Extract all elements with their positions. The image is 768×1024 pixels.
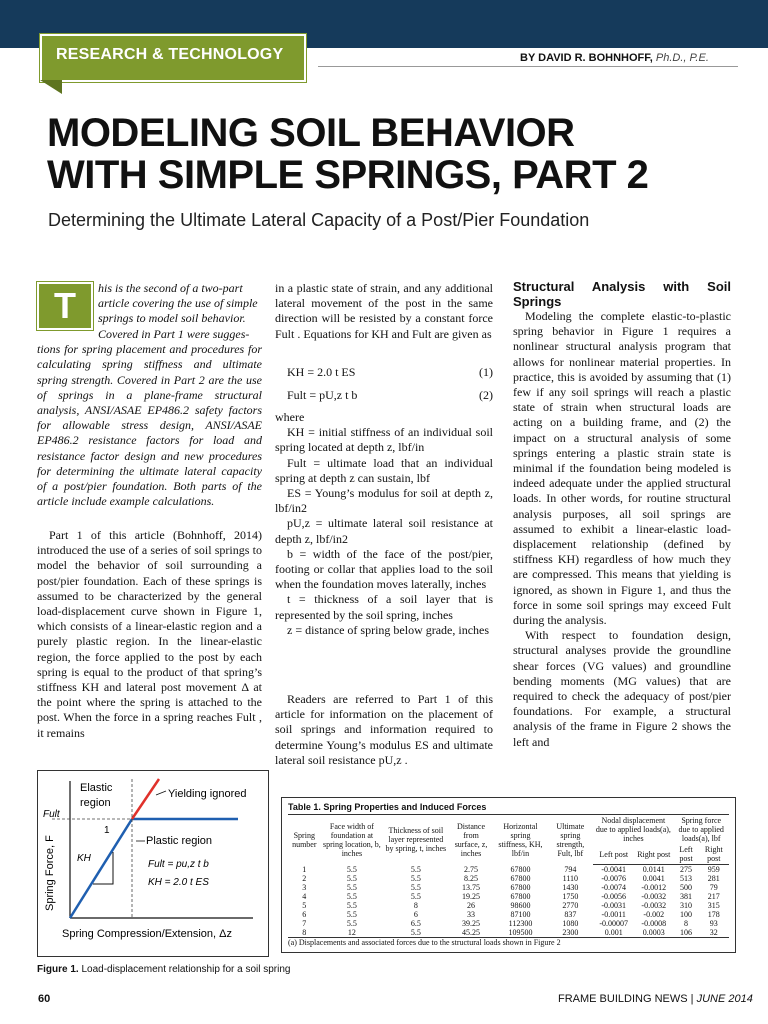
table-cell: 8.25 — [464, 874, 479, 883]
table-cell: 106 — [673, 928, 698, 938]
table-cell: 67800 — [510, 864, 531, 874]
column-header: Spring number — [288, 815, 321, 865]
table-body — [288, 865, 729, 938]
column-header: Spring force due to applied loads(a), lbf — [673, 815, 729, 845]
spring-properties-table — [288, 814, 729, 938]
load-displacement-diagram — [38, 771, 268, 956]
table-cell: 381 — [680, 892, 692, 901]
equation-fult: Fult = pu,z t b — [148, 859, 209, 870]
table-cell: 1430 — [562, 883, 579, 892]
title-line-2: WITH SIMPLE SPRINGS, PART 2 — [47, 153, 649, 197]
elastic-label-1: Elastic — [80, 782, 113, 794]
table-cell: 959 — [707, 865, 720, 874]
table-cell: 6 — [413, 910, 418, 919]
column-3 — [513, 279, 731, 750]
elastic-line — [70, 819, 132, 918]
intro-paragraph — [37, 327, 262, 509]
table-cell: 8 — [684, 919, 688, 928]
table-cell: 5.5 — [346, 901, 357, 910]
column-2 — [275, 281, 493, 342]
table-cell: 794 — [564, 864, 577, 874]
equation-1 — [287, 365, 493, 380]
table-cell: -0.00007 — [599, 919, 629, 928]
table-row — [288, 865, 729, 875]
table-row — [288, 892, 729, 901]
table-cell: 1080 — [562, 919, 579, 928]
table-cell: 178 — [707, 910, 720, 919]
table-cell: 12 — [321, 928, 384, 938]
section-tag-fold — [40, 80, 62, 94]
body-paragraph: Part 1 of this article (Bohnhoff, 2014) introduced the use of a series of soil springs to model the behavior of soil surrounding a post/pier foundation. Each of these springs is assumed to be characterized by the general load-displacement curve shown in Figure 1, which consists of a linear-elastic region and a purely plastic region. In the linear-elastic region, the force applied to the post by each spring is equal to the product of that spring’s stiffness KH and lateral post movement Δ at the point where the spring is attached to the post. When the force in a spring reaches Fult , it remains — [37, 528, 262, 740]
byline — [520, 52, 709, 64]
column-header: Thickness of soil layer represented by spring, t, inches — [383, 815, 448, 865]
figure-1 — [37, 770, 269, 957]
section-tag — [40, 34, 306, 82]
table-cell: 67800 — [510, 892, 531, 901]
table-cell: 79 — [709, 883, 718, 892]
table-cell: 87100 — [510, 910, 531, 919]
figure-caption — [37, 964, 290, 975]
table-cell: 5.5 — [346, 864, 357, 874]
kh-label: KH — [77, 853, 91, 864]
column-header: Nodal displacement due to applied loads(a), inches — [593, 815, 673, 845]
table-cell: 1110 — [562, 874, 579, 883]
table-cell: 5.5 — [410, 864, 421, 874]
drop-cap: T — [37, 282, 93, 330]
equation-text: Fult = pU,z t b — [287, 388, 358, 402]
equation-number: (1) — [479, 365, 493, 379]
article-subtitle: Determining the Ultimate Lateral Capacity of a Post/Pier Foundation — [48, 210, 590, 230]
column-header: Distance from surface, z, inches — [448, 815, 493, 865]
body-paragraph: in a plastic state of strain, and any additional lateral movement of the post in the same direction will be resisted by a constant force Fult . Equations for KH and Fult are given as — [275, 281, 493, 341]
author-credentials: Ph.D., P.E. — [655, 52, 709, 64]
column-header: Face width of foundation at spring location, b, inches — [321, 815, 384, 865]
table-cell: -0.0032 — [641, 892, 667, 901]
table-cell: 13.75 — [462, 883, 481, 892]
table-cell: 8 — [413, 901, 418, 910]
section-label: RESEARCH & TECHNOLOGY — [56, 46, 284, 63]
table-cell: 2.75 — [464, 864, 479, 874]
table-cell: 39.25 — [462, 919, 481, 928]
equation-text: KH = 2.0 t ES — [287, 365, 356, 379]
yielding-pointer — [156, 791, 166, 795]
table-cell: 837 — [564, 910, 577, 919]
definition: t = thickness of a soil layer that is represented by the soil spring, inches — [275, 592, 493, 622]
table-1 — [281, 797, 736, 953]
x-axis-label: Spring Compression/Extension, Δz — [62, 928, 232, 940]
slope-triangle — [93, 852, 113, 884]
table-cell: 1750 — [562, 892, 579, 901]
body-paragraph: Readers are referred to Part 1 of this article for information on the placement of soil springs and information required to determine Young’s modulus ES and ultimate lateral soil resistance pU,z . — [275, 692, 493, 767]
column-header: Horizontal spring stiffness, KH, lbf/in — [494, 815, 548, 865]
table-cell: -0.002 — [643, 910, 665, 919]
table-row — [288, 901, 729, 910]
table-cell: 5.5 — [410, 883, 421, 892]
definition: b = width of the face of the post/pier, footing or collar that applies load to the soil when the foundation moves laterally, inches — [275, 546, 493, 592]
table-cell: 5.5 — [346, 919, 357, 928]
table-cell: 2770 — [562, 901, 579, 910]
intro-rest: tions for spring placement and procedures for calculating spring stiffness and ultimate spring strength. Covered in Part 2 are the use of springs in a plane-frame structural analysis, ANSI/ASAE EP486.2 safety factors for allowable stress design, ANSI/ASAE EP486.2 resistance factors for load and resistance factor design and new procedures for determining the ultimate lateral capacity of a post/pier foundation. Both parts of the article include example calculations. — [37, 342, 262, 509]
article-title — [47, 112, 747, 196]
issue-date: JUNE 2014 — [696, 993, 753, 1005]
table-cell: -0.0012 — [641, 883, 667, 892]
column-subheader: Left post — [673, 844, 698, 865]
equation-2 — [287, 388, 493, 403]
table-cell: 2300 — [547, 928, 593, 938]
intro-line: article covering the use of simple — [98, 296, 258, 311]
table-cell: 5.5 — [346, 910, 357, 919]
table-cell: 5.5 — [410, 874, 421, 883]
table-cell: -0.0076 — [601, 874, 627, 883]
definition: ES = Young’s modulus for soil at depth z, lbf/in2 — [275, 486, 493, 516]
title-line-1: MODELING SOIL BEHAVIOR — [47, 111, 575, 155]
table-cell: 0.001 — [593, 928, 634, 938]
column-2-closing — [275, 692, 493, 768]
table-cell: 315 — [707, 901, 720, 910]
table-cell: 33 — [467, 910, 476, 919]
table-cell: 67800 — [510, 874, 531, 883]
footer-separator: | — [690, 993, 694, 1005]
author-name: BY DAVID R. BOHNHOFF, — [520, 52, 653, 64]
table-cell: -0.0056 — [601, 892, 627, 901]
definition: Fult = ultimate load that an individual spring at depth z can sustain, lbf — [275, 455, 493, 485]
plastic-label: Plastic region — [146, 835, 213, 847]
table-cell: 8 — [288, 928, 321, 938]
table-cell: -0.0008 — [641, 919, 667, 928]
body-paragraph: With respect to foundation design, structural analyses provide the groundline shear forces (VG values) and groundline bending moments (MG values) that are required to check the adequacy of post/pier foundations. For example, a structural analysis of the frame in Figure 2 shows the left and — [513, 628, 731, 749]
table-cell: 6 — [302, 910, 307, 919]
table-cell: 513 — [680, 874, 692, 883]
table-cell: 5.5 — [346, 883, 357, 892]
table-cell: -0.0074 — [601, 883, 627, 892]
table-cell: 67800 — [510, 883, 531, 892]
table-cell: 4 — [302, 892, 307, 901]
column-1-body — [37, 528, 262, 741]
table-cell: 275 — [680, 865, 692, 874]
table-cell: 26 — [467, 901, 476, 910]
table-cell: 109500 — [494, 928, 548, 938]
table-cell: -0.0041 — [601, 865, 627, 874]
equation-kh: KH = 2.0 t ES — [148, 877, 209, 888]
slope-one-label: 1 — [104, 825, 110, 836]
table-cell: 6.5 — [410, 919, 421, 928]
table-cell: 5.5 — [383, 928, 448, 938]
table-cell: 100 — [680, 910, 692, 919]
table-cell: 3 — [302, 883, 307, 892]
ignored-yield-line — [132, 779, 159, 819]
table-cell: 32 — [699, 928, 729, 938]
table-cell: 5.5 — [346, 874, 357, 883]
intro-line: his is the second of a two-part — [98, 281, 243, 295]
table-cell: 0.0141 — [642, 865, 665, 874]
definition: KH = initial stiffness of an individual soil spring located at depth z, lbf/in — [275, 425, 493, 455]
table-row — [288, 910, 729, 919]
table-cell: -0.0011 — [601, 910, 626, 919]
table-cell: 5 — [302, 901, 307, 910]
byline-rule — [318, 66, 738, 67]
elastic-label-2: region — [80, 797, 111, 809]
page-number: 60 — [38, 993, 51, 1005]
table-cell: 7 — [302, 919, 307, 928]
yielding-label: Yielding ignored — [168, 788, 247, 800]
definition: z = distance of spring below grade, inches — [287, 622, 490, 637]
y-axis-label: Spring Force, F — [44, 835, 56, 911]
table-cell: 1 — [302, 864, 307, 874]
table-cell: 45.25 — [448, 928, 493, 938]
table-title: Table 1. Spring Properties and Induced Forces — [288, 802, 487, 812]
column-subheader: Right post — [699, 844, 729, 865]
definition: pU,z = ultimate lateral soil resistance at depth z, lbf/in2 — [275, 516, 493, 546]
table-cell: 5.5 — [346, 892, 357, 901]
intro-line: Covered in Part 1 were sugges- — [98, 327, 250, 341]
intro-lines — [98, 281, 262, 327]
publication-footer — [558, 993, 753, 1005]
table-cell: 93 — [709, 919, 718, 928]
fult-label: Fult — [43, 809, 60, 820]
definitions — [275, 410, 493, 638]
table-cell: 0.0003 — [634, 928, 673, 938]
table-cell: 2 — [302, 874, 307, 883]
table-cell: 310 — [680, 901, 692, 910]
caption-label: Figure 1. — [37, 964, 79, 975]
table-cell: 19.25 — [462, 892, 481, 901]
body-paragraph: Modeling the complete elastic-to-plastic spring behavior in Figure 1 requires a nonlinear structural analysis program that allows for nonlinear material properties. In practice, this is avoided by assuming that (1) few if any soil springs will reach a plastic state of strain when structural loads are acting on a building frame, and (2) the impact on a structural analysis of some springs entering a plastic strain state is minimal if the foundation being modeled is indeed adequate under the applied structural loads. In other words, for routine structural analysis purposes, all soil springs are assumed to exhibit a linear-elastic load-displacement relationship (defined by stiffness KH) regardless of how much they are compressed. This means that yielding is ignored, as shown in Figure 1, and thus the force in some soil springs may exceed Fult during the analysis. — [513, 309, 731, 628]
column-subheader: Left post — [593, 844, 634, 865]
column-subheader: Right post — [634, 844, 673, 865]
table-footnote: (a) Displacements and associated forces due to the structural loads shown in Figure 2 — [288, 938, 561, 947]
table-cell: 98600 — [510, 901, 531, 910]
table-cell: 0.0041 — [642, 874, 665, 883]
table-cell: 217 — [707, 892, 720, 901]
table-cell: 500 — [680, 883, 692, 892]
caption-text: Load-displacement relationship for a soil spring — [81, 964, 291, 975]
section-subhead: Structural Analysis with Soil Springs — [513, 279, 731, 309]
table-row — [288, 883, 729, 892]
table-cell: 5.5 — [410, 892, 421, 901]
column-header: Ultimate spring strength, Fult, lbf — [547, 815, 593, 865]
table-row — [288, 928, 729, 938]
intro-line: springs to model soil behavior. — [98, 311, 246, 326]
table-cell: 281 — [707, 874, 720, 883]
table-cell: -0.0031 — [601, 901, 627, 910]
table-cell: -0.0032 — [641, 901, 667, 910]
table-row — [288, 874, 729, 883]
equation-number: (2) — [479, 388, 493, 402]
table-cell: 112300 — [508, 919, 533, 928]
where-label: where — [275, 410, 305, 424]
table-row — [288, 919, 729, 928]
publication-name: FRAME BUILDING NEWS — [558, 993, 688, 1005]
table-header-row — [288, 815, 729, 845]
